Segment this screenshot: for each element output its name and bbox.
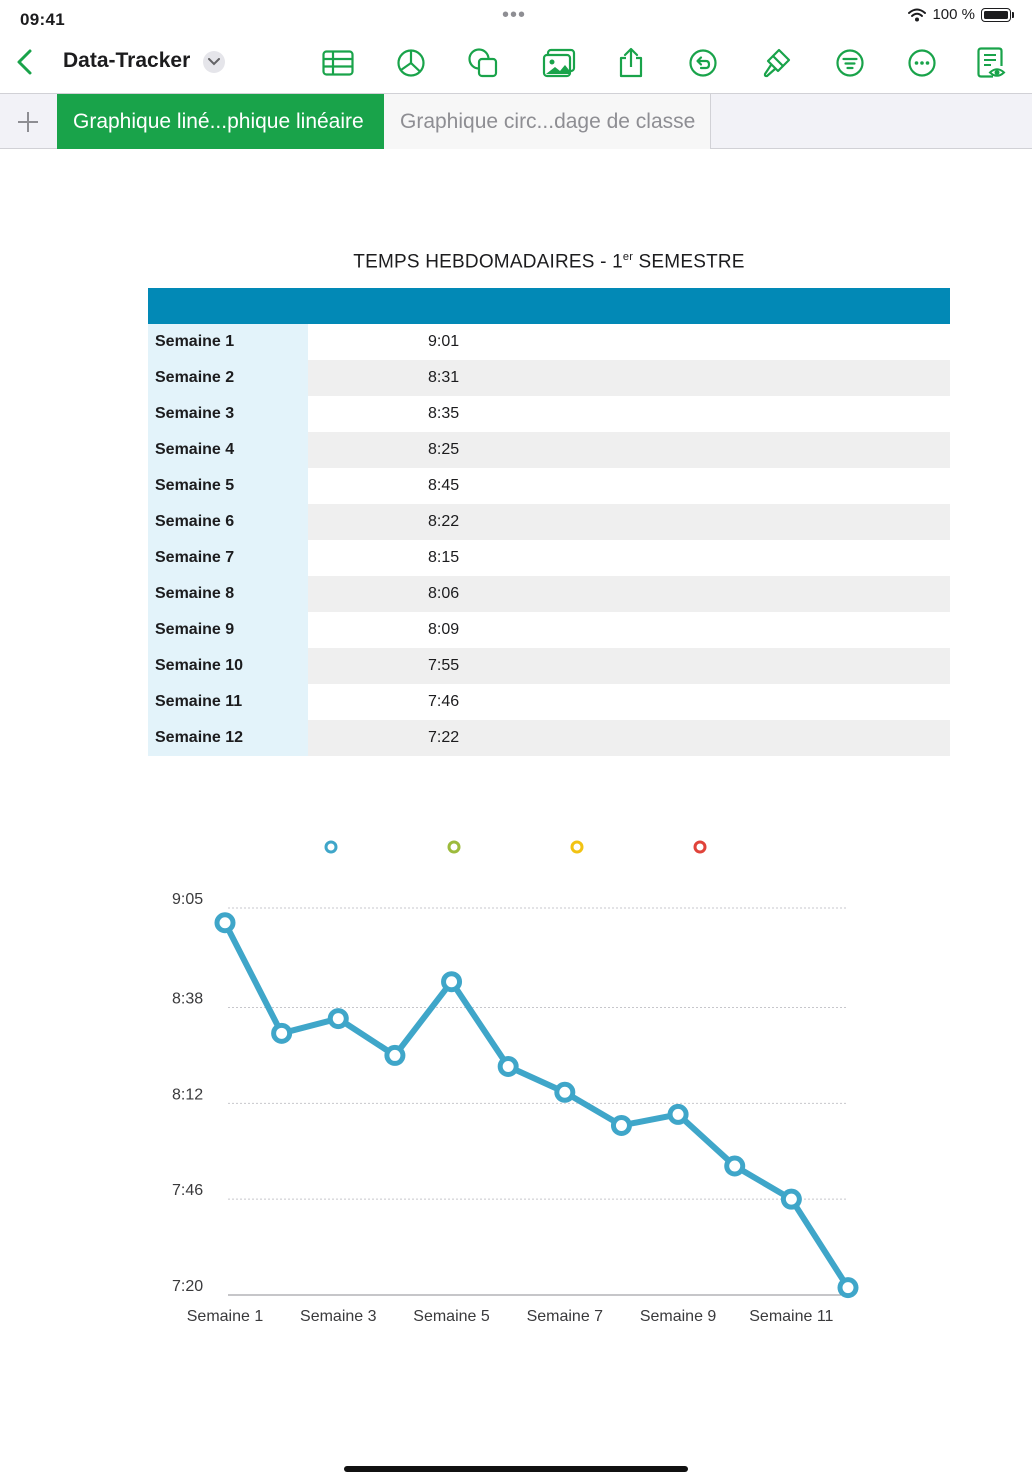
format-brush-icon bbox=[762, 47, 792, 79]
sheet-tab-bar bbox=[0, 93, 1032, 149]
data-point bbox=[217, 915, 233, 931]
row-value-cell[interactable]: 8:35 bbox=[308, 396, 950, 432]
format-button[interactable] bbox=[760, 46, 794, 80]
table-title-main: TEMPS HEBDOMADAIRES - 1 bbox=[353, 251, 623, 273]
reader-view-icon bbox=[977, 46, 1007, 80]
table-title-superscript: er bbox=[622, 251, 634, 263]
y-tick-label: 7:20 bbox=[172, 1278, 204, 1295]
insert-shape-button[interactable] bbox=[466, 46, 500, 80]
row-label-cell[interactable]: Semaine 9 bbox=[148, 612, 308, 648]
status-indicators bbox=[908, 6, 1014, 23]
add-sheet-button[interactable] bbox=[0, 94, 56, 149]
organize-button[interactable] bbox=[833, 46, 867, 80]
table-row[interactable] bbox=[148, 468, 950, 504]
share-button[interactable] bbox=[614, 46, 648, 80]
x-tick-label: Semaine 7 bbox=[526, 1308, 604, 1325]
table-row[interactable] bbox=[148, 720, 950, 756]
y-tick-label: 8:38 bbox=[172, 990, 204, 1008]
line-chart-svg[interactable] bbox=[140, 820, 900, 1340]
more-button[interactable] bbox=[905, 46, 939, 80]
battery-percentage: 100 % bbox=[932, 6, 975, 23]
media-icon bbox=[542, 48, 576, 78]
wifi-icon bbox=[908, 8, 926, 22]
y-tick-label: 9:05 bbox=[172, 891, 204, 908]
table-row[interactable] bbox=[148, 504, 950, 540]
table-title bbox=[148, 251, 950, 273]
legend-marker bbox=[326, 842, 336, 852]
data-point bbox=[330, 1011, 346, 1027]
table-title-end: SEMESTRE bbox=[633, 251, 745, 273]
undo-button[interactable] bbox=[686, 46, 720, 80]
status-time: 09:41 bbox=[20, 10, 65, 29]
table-row[interactable] bbox=[148, 324, 950, 360]
row-label-cell[interactable]: Semaine 6 bbox=[148, 504, 308, 540]
data-point bbox=[727, 1158, 743, 1174]
organize-icon bbox=[835, 48, 865, 78]
chevron-left-icon bbox=[14, 48, 38, 76]
table-row[interactable] bbox=[148, 360, 950, 396]
data-table[interactable] bbox=[148, 288, 950, 756]
row-label-cell[interactable]: Semaine 5 bbox=[148, 468, 308, 504]
row-value-cell[interactable]: 8:15 bbox=[308, 540, 950, 576]
row-value-cell[interactable]: 7:22 bbox=[308, 720, 950, 756]
row-value-cell[interactable]: 9:01 bbox=[308, 324, 950, 360]
tab-pie-chart[interactable]: Graphique circ...dage de classe bbox=[384, 94, 711, 149]
legend-marker bbox=[572, 842, 582, 852]
x-tick-label: Semaine 9 bbox=[639, 1308, 717, 1325]
row-value-cell[interactable]: 8:22 bbox=[308, 504, 950, 540]
toolbar bbox=[0, 36, 1032, 92]
document-title[interactable]: Data-Tracker bbox=[63, 49, 191, 72]
x-tick-label: Semaine 3 bbox=[300, 1308, 377, 1325]
data-point bbox=[500, 1058, 516, 1074]
row-value-cell[interactable]: 8:06 bbox=[308, 576, 950, 612]
share-icon bbox=[617, 47, 645, 79]
table-icon bbox=[322, 50, 354, 76]
series-line bbox=[225, 923, 848, 1288]
line-chart[interactable] bbox=[140, 820, 900, 1340]
row-label-cell[interactable]: Semaine 12 bbox=[148, 720, 308, 756]
row-label-cell[interactable]: Semaine 3 bbox=[148, 396, 308, 432]
row-label-cell[interactable]: Semaine 10 bbox=[148, 648, 308, 684]
row-value-cell[interactable]: 8:31 bbox=[308, 360, 950, 396]
table-row[interactable] bbox=[148, 612, 950, 648]
battery-icon bbox=[981, 8, 1011, 22]
insert-chart-button[interactable] bbox=[394, 46, 428, 80]
table-row[interactable] bbox=[148, 648, 950, 684]
undo-icon bbox=[688, 48, 718, 78]
legend-marker bbox=[695, 842, 705, 852]
row-label-cell[interactable]: Semaine 2 bbox=[148, 360, 308, 396]
table-row[interactable] bbox=[148, 396, 950, 432]
reader-view-button[interactable] bbox=[975, 46, 1009, 80]
battery-tip bbox=[1012, 12, 1014, 18]
document-menu-button[interactable] bbox=[203, 51, 225, 73]
chart-icon bbox=[396, 48, 426, 78]
row-value-cell[interactable]: 7:55 bbox=[308, 648, 950, 684]
table-header-row[interactable] bbox=[148, 288, 950, 324]
plus-icon bbox=[16, 110, 40, 134]
more-icon bbox=[907, 48, 937, 78]
multitasking-dots-icon[interactable]: ••• bbox=[502, 4, 527, 26]
data-point bbox=[613, 1117, 629, 1133]
x-tick-label: Semaine 11 bbox=[749, 1308, 834, 1325]
row-value-cell[interactable]: 8:09 bbox=[308, 612, 950, 648]
x-tick-label: Semaine 1 bbox=[186, 1308, 264, 1325]
row-value-cell[interactable]: 8:25 bbox=[308, 432, 950, 468]
x-tick-label: Semaine 5 bbox=[413, 1308, 490, 1325]
row-label-cell[interactable]: Semaine 4 bbox=[148, 432, 308, 468]
row-label-cell[interactable]: Semaine 1 bbox=[148, 324, 308, 360]
table-row[interactable] bbox=[148, 576, 950, 612]
table-row[interactable] bbox=[148, 684, 950, 720]
chevron-down-icon bbox=[208, 58, 220, 66]
data-point bbox=[557, 1084, 573, 1100]
data-point bbox=[274, 1025, 290, 1041]
insert-table-button[interactable] bbox=[321, 46, 355, 80]
data-point bbox=[387, 1047, 403, 1063]
table-row[interactable] bbox=[148, 540, 950, 576]
table-row[interactable] bbox=[148, 432, 950, 468]
row-value-cell[interactable]: 7:46 bbox=[308, 684, 950, 720]
row-label-cell[interactable]: Semaine 8 bbox=[148, 576, 308, 612]
data-point bbox=[783, 1191, 799, 1207]
row-value-cell[interactable]: 8:45 bbox=[308, 468, 950, 504]
data-point bbox=[840, 1280, 856, 1296]
legend-marker bbox=[449, 842, 459, 852]
row-label-cell[interactable]: Semaine 7 bbox=[148, 540, 308, 576]
status-bar bbox=[0, 0, 1032, 36]
data-point bbox=[444, 974, 460, 990]
tab-line-chart[interactable]: Graphique liné...phique linéaire bbox=[57, 94, 384, 149]
row-label-cell[interactable]: Semaine 11 bbox=[148, 684, 308, 720]
back-button[interactable] bbox=[14, 48, 38, 76]
shapes-icon bbox=[467, 47, 499, 79]
y-tick-label: 8:12 bbox=[172, 1086, 204, 1104]
insert-media-button[interactable] bbox=[542, 46, 576, 80]
y-tick-label: 7:46 bbox=[172, 1182, 204, 1200]
home-indicator[interactable] bbox=[344, 1466, 688, 1472]
data-point bbox=[670, 1106, 686, 1122]
